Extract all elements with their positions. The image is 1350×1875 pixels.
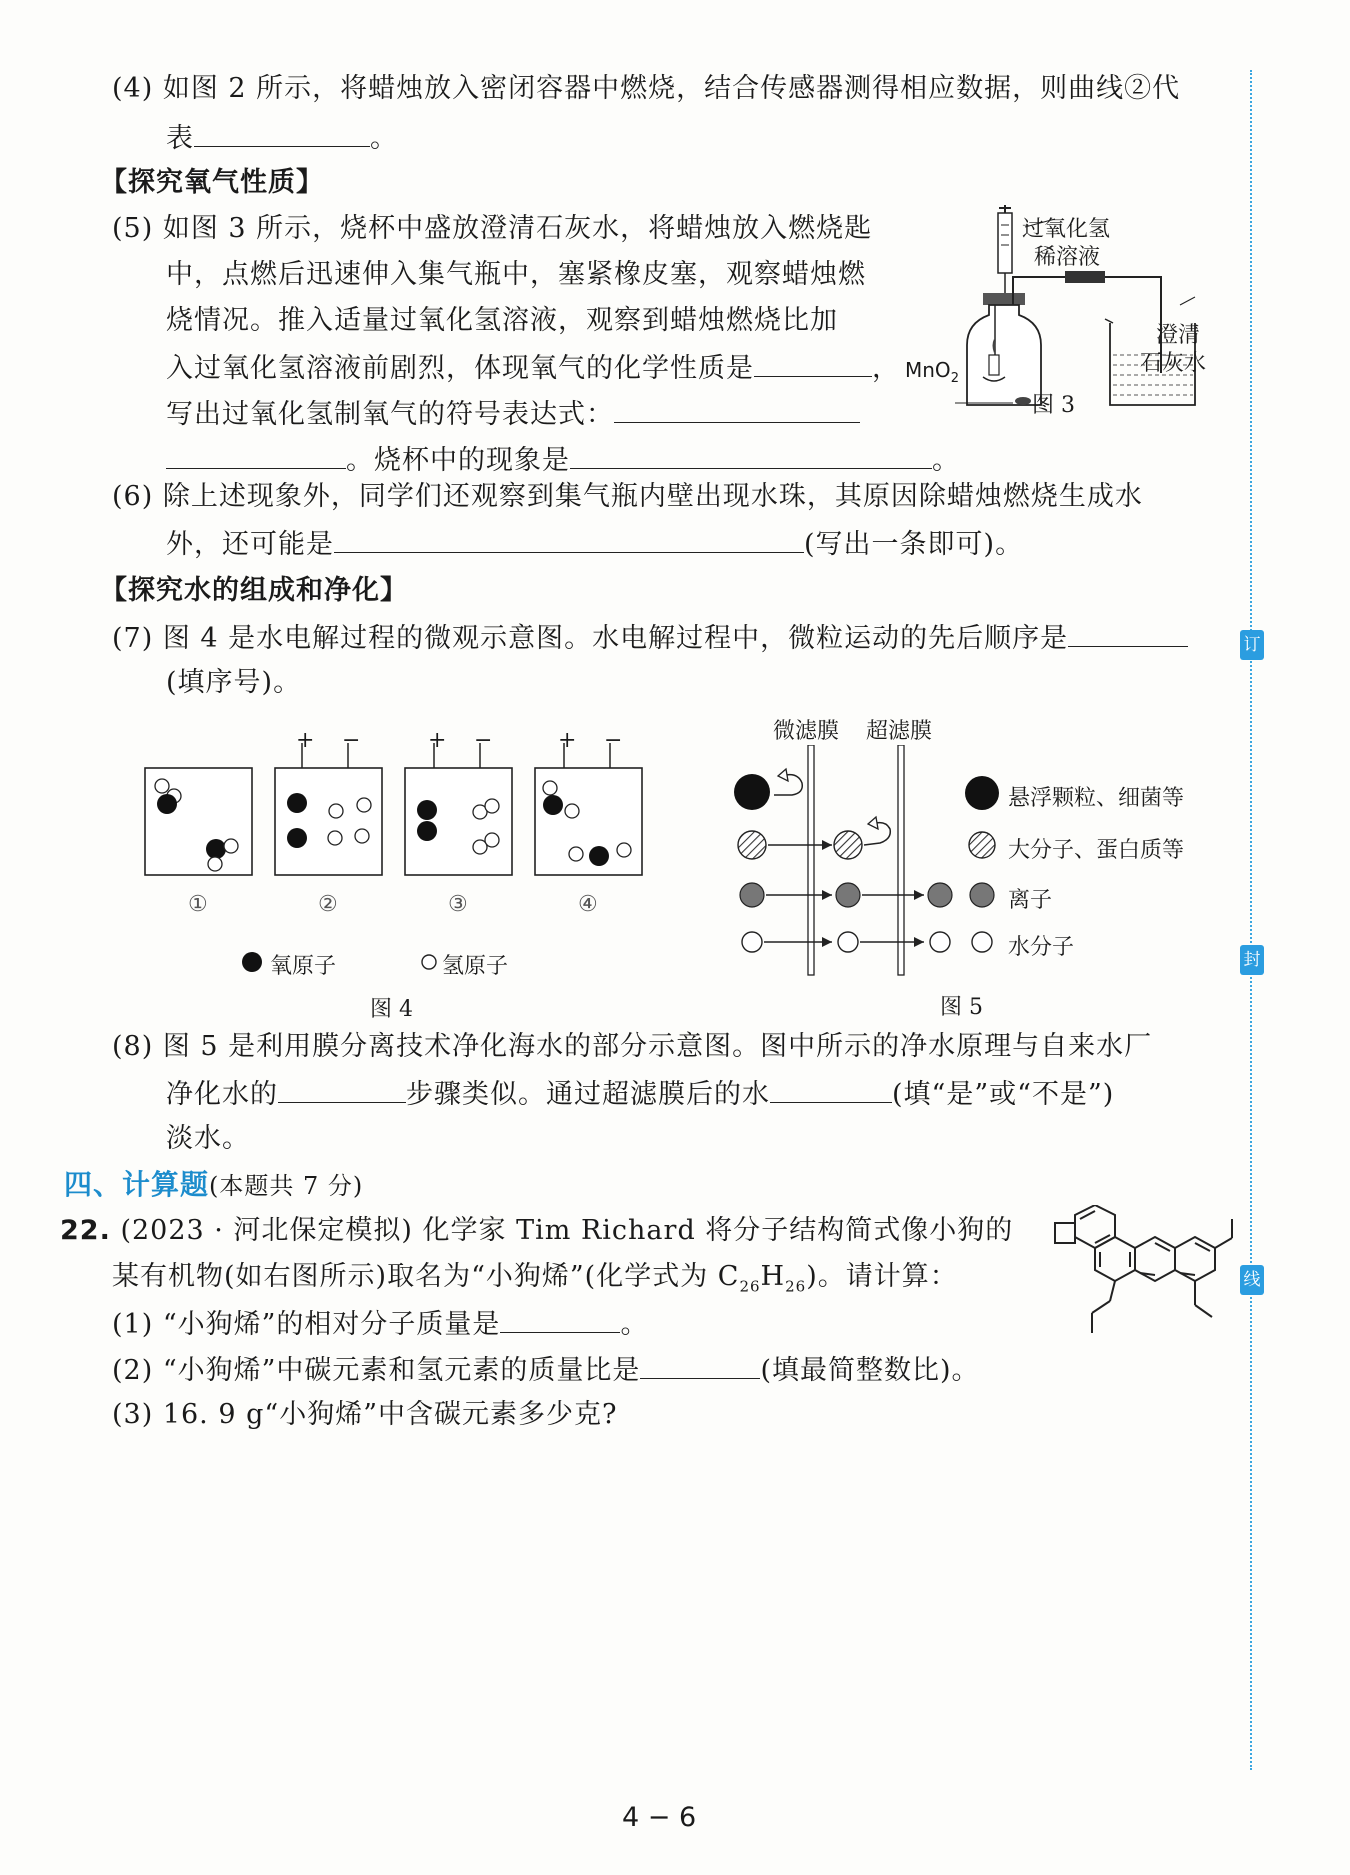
fig4-label-2: ② [318,892,338,917]
q8-fresh-blank[interactable] [770,1076,892,1103]
fig5-caption: 图 5 [940,995,983,1020]
side-tag-xian: 线 [1240,1265,1264,1295]
q5-line6: 。烧杯中的现象是 。 [166,442,960,478]
q4-line1: (4) 如图 2 所示，将蜡烛放入密闭容器中燃烧，结合传感器测得相应数据，则曲线②代 [112,73,1181,104]
q8-line3: 淡水。 [166,1123,250,1154]
fig4-legend-hydrogen: 氢原子 [442,954,509,979]
fig4-legend-oxygen-dot [240,950,264,974]
q8-step-blank[interactable] [278,1076,406,1103]
fig4-label-3: ③ [448,892,468,917]
fig5-micro-label: 微滤膜 [773,719,840,744]
q22-ratio-blank[interactable] [640,1352,760,1379]
side-tag-ding: 订 [1240,630,1264,660]
q5-line4: 入过氧化氢溶液前剧烈，体现氧气的化学性质是 ， [166,350,900,386]
q6-line2: 外，还可能是 (写出一条即可)。 [166,526,1023,562]
fig3-caption: 图 3 [1032,393,1075,418]
fig5-legend-macromolecule: 大分子、蛋白质等 [1008,838,1185,863]
q5-equation-blank-2[interactable] [166,442,346,469]
fig5-legend-water: 水分子 [1008,935,1075,960]
fig4-legend-oxygen: 氧原子 [270,954,337,979]
water-heading: 【探究水的组成和净化】 [100,575,408,606]
puppy-molecule-structure [1050,1205,1240,1345]
page-number: 4 − 6 [622,1802,697,1833]
q22-mass-blank[interactable] [500,1306,620,1333]
fig3-label-h2o2-1: 过氧化氢 [1022,217,1111,242]
fig4-minus-3: − [474,728,493,753]
oxygen-heading: 【探究氧气性质】 [100,167,324,198]
fig5-legend-ion: 离子 [1008,888,1053,913]
q7-line2: (填序号)。 [166,667,302,698]
fig4-label-1: ① [188,892,208,917]
q22-sub2: (2) “小狗烯”中碳元素和氢元素的质量比是 (填最简整数比)。 [112,1352,980,1388]
fig5-legend-suspended: 悬浮颗粒、细菌等 [1008,786,1185,811]
fig4-plus-2: + [296,728,315,753]
q22-line1: 22. (2023 · 河北保定模拟) 化学家 Tim Richard 将分子结构简式像小狗的 [60,1215,1014,1246]
fig5-legend-symbols [962,775,1002,975]
q22-line2: 某有机物(如右图所示)取名为“小狗烯”(化学式为 $C_{26}H_{26}$)。请计算： [112,1261,958,1296]
q5-beaker-blank[interactable] [570,442,932,469]
side-tag-feng: 封 [1240,945,1264,975]
q4-answer-blank[interactable] [194,120,370,147]
calc-section-heading: 四、计算题(本题共 7 分) [64,1168,364,1201]
q7-order-blank[interactable] [1068,620,1188,647]
q5-line1: (5) 如图 3 所示，烧杯中盛放澄清石灰水，将蜡烛放入燃烧匙 [112,213,873,244]
q8-line2: 净化水的 步骤类似。通过超滤膜后的水 (填“是”或“不是”) [166,1076,1114,1112]
q5-property-blank[interactable] [754,350,872,377]
q4-end: 。 [370,123,398,154]
fig4-minus-4: − [604,728,623,753]
q5-line3: 烧情况。推入适量过氧化氢溶液，观察到蜡烛燃烧比加 [166,305,838,336]
q22-sub1: (1) “小狗烯”的相对分子质量是 。 [112,1306,648,1342]
fig4-legend-hydrogen-dot [420,953,438,971]
q5-line2: 中，点燃后迅速伸入集气瓶中，塞紧橡皮塞，观察蜡烛燃 [166,259,866,290]
fig3-label-lime-1: 澄清 [1156,323,1201,348]
q22-sub3: (3) 16. 9 g“小狗烯”中含碳元素多少克? [112,1399,618,1430]
q6-answer-blank[interactable] [334,526,804,553]
fig4-plus-3: + [428,728,447,753]
fig3-label-h2o2-2: 稀溶液 [1034,245,1101,270]
fig3-label-mno2: MnO$_2$ [905,358,959,386]
q7-line1: (7) 图 4 是水电解过程的微观示意图。水电解过程中，微粒运动的先后顺序是 [112,620,1188,656]
q8-line1: (8) 图 5 是利用膜分离技术净化海水的部分示意图。图中所示的净水原理与自来水厂 [112,1031,1153,1062]
binding-line [1250,70,1252,1770]
q5-equation-blank-1[interactable] [614,396,860,423]
q4-text: 表 [166,123,194,154]
fig4-label-4: ④ [578,892,598,917]
fig4-plus-4: + [558,728,577,753]
q4-line2 [166,120,398,156]
fig4-caption: 图 4 [370,997,413,1022]
fig4-minus-2: − [342,728,361,753]
fig5-ultra-label: 超滤膜 [866,719,933,744]
fig3-label-lime-2: 石灰水 [1140,351,1207,376]
q6-line1: (6) 除上述现象外，同学们还观察到集气瓶内壁出现水珠，其原因除蜡烛燃烧生成水 [112,481,1143,512]
q22-number: 22. [60,1215,111,1246]
q5-line5: 写出过氧化氢制氧气的符号表达式： [166,396,860,432]
